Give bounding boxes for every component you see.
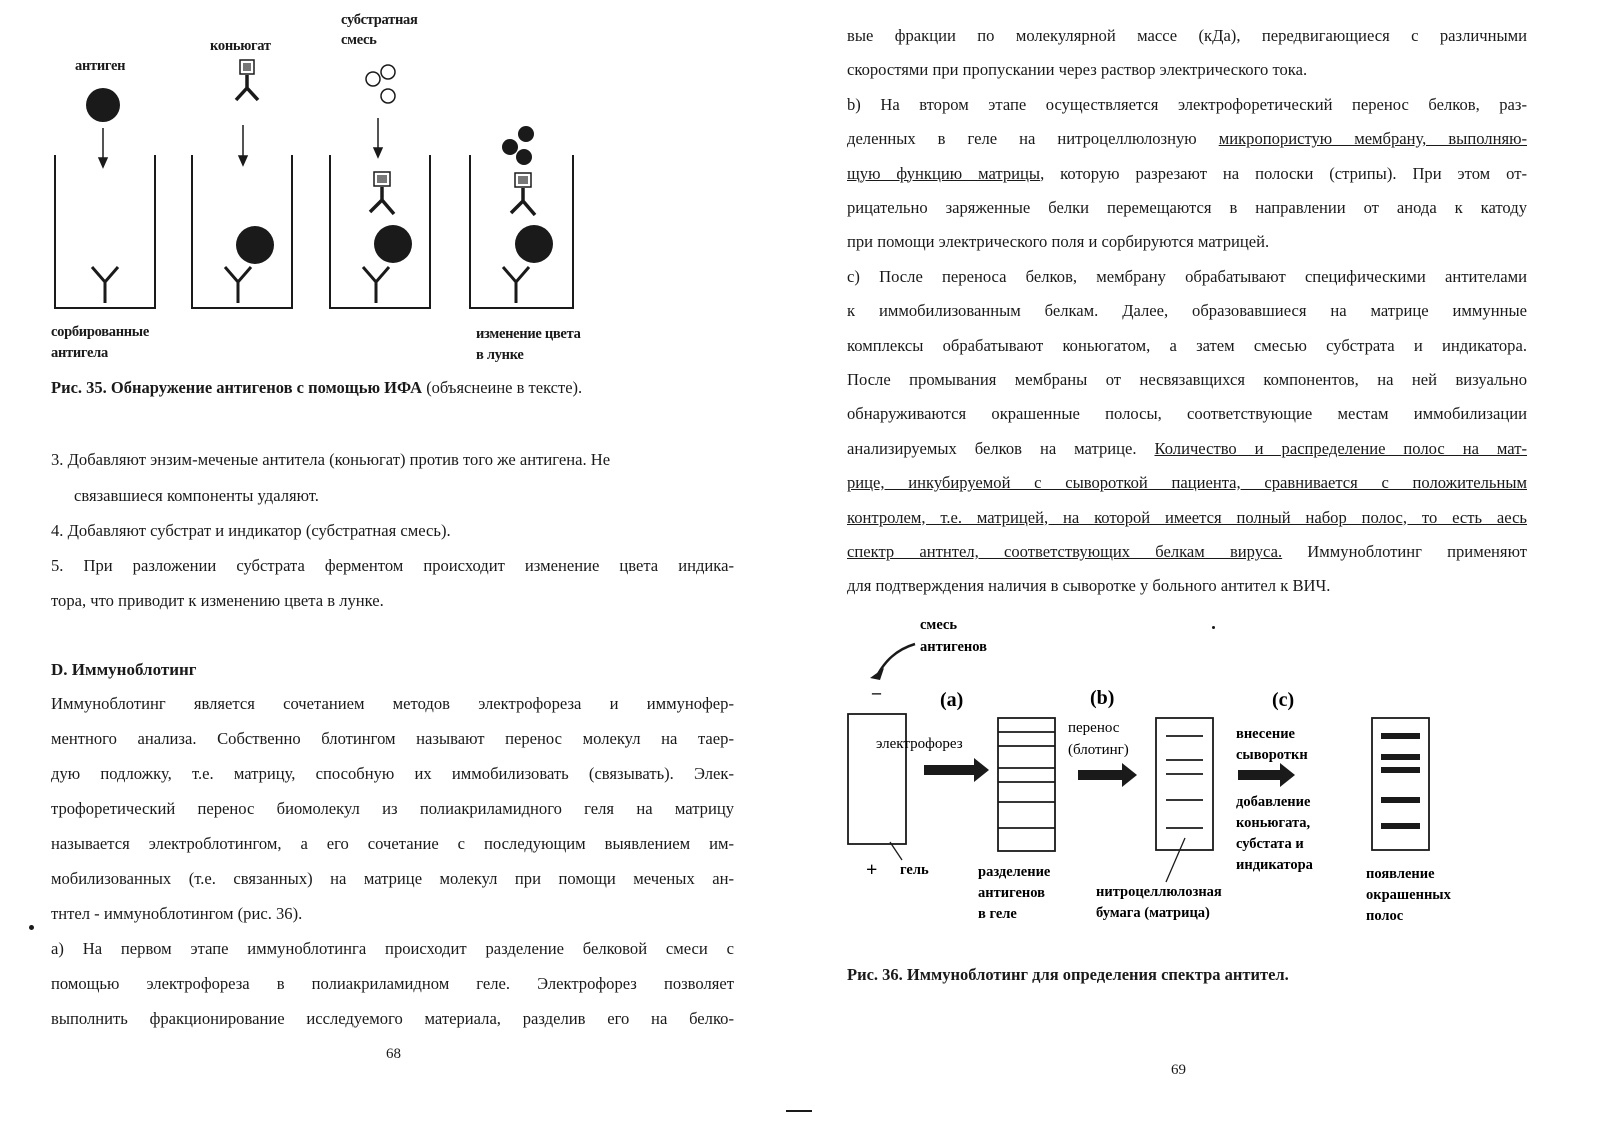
figure-36-step-c: (c) [1272, 689, 1295, 711]
figure-36-caption: Рис. 36. Иммуноблотинг для определения спектра антител. [847, 965, 1289, 984]
step-5-line-1: 5. При разложении субстрата ферментом происходит изменение цвета индика- [51, 556, 734, 575]
line-text: , которую разрезают на полоски (стрипы). При этом от- [1040, 163, 1527, 183]
scan-line [786, 1110, 812, 1112]
conjugate-antibody-icon [370, 187, 394, 214]
bound-antigen-icon [374, 225, 412, 263]
curved-arrow-icon [878, 644, 915, 674]
figure-36-plus: + [866, 859, 878, 881]
bound-antigen-icon [515, 225, 553, 263]
line-text: при помощи электрического поля и сорбируются матрицей. [847, 232, 1270, 252]
figure-36-step-a: (a) [940, 689, 964, 711]
right-body-line [847, 534, 1527, 569]
sorbed-antibody-icon [92, 267, 529, 303]
figure-36-transfer-2: (блотинг) [1068, 742, 1129, 758]
label-conjugate: коньюгат [210, 38, 271, 54]
figure-35-caption [51, 378, 582, 398]
figure-36-add-4: индикатора [1236, 857, 1313, 873]
body-line: ментного анализа. Собственно блотингом называют перенос молекул на таер- [51, 729, 734, 748]
underlined-text: спектр антнтел, соответствующих белкам вируса. [847, 542, 1283, 561]
arrow-down-icon [239, 125, 247, 165]
figure-36-minus: – [872, 682, 881, 702]
right-body-line [847, 465, 1527, 500]
step-5-line-2: тора, что приводит к изменению цвета в лунке. [51, 591, 384, 610]
underlined-text: контролем, т.е. матрицей, на которой имеется полный набор полос, то есть аесь [847, 507, 1527, 527]
arrow-down-icon [99, 128, 107, 167]
line-text: обнаруживаются окрашенные полосы, соответствующие местам иммобилизации [847, 404, 1527, 424]
right-body-line [847, 52, 1527, 87]
body-line: называется электроблотингом, а его сочетание с последующим выявлением им- [51, 834, 734, 853]
underlined-text: щую функцию матрицы [847, 163, 1041, 183]
line-text: к иммобилизованным белкам. Далее, образовавшиеся на матрице иммунные [847, 301, 1527, 321]
underlined-text: микропористую мембрану, выполняю- [1218, 129, 1527, 149]
underlined-text: рице, инкубируемой с сывороткой пациента, сравнивается с положительным [847, 473, 1527, 493]
step-3-line-1: 3. Добавляют энзим-меченые антитела (коньюгат) против того же антигена. Не [51, 450, 611, 469]
arrow-right-icon [1238, 763, 1295, 787]
label-substrate-1: субстратная [341, 12, 418, 28]
step-4: 4. Добавляют субстрат и индикатор (субстратная смесь). [51, 521, 451, 540]
body-line: мобилизованных (т.е. связанных) на матрице молекул при помощи меченых ан- [51, 869, 734, 888]
figure-36-serum-2: сывороткн [1236, 747, 1308, 763]
line-text: вые фракции по молекулярной массе (кДа), передвигающиеся с различными [847, 26, 1527, 45]
figure-36-gel: гель [900, 862, 929, 878]
right-body-line [847, 431, 1527, 466]
figure-36 [840, 610, 1560, 950]
figure-36-add-3: субстата и [1236, 836, 1304, 852]
line-text: анализируемых белков на матрице. [847, 438, 1155, 458]
body-line: выполнить фракционирование исследуемого материала, разделив его на белко- [51, 1009, 734, 1028]
line-text: b) На втором этапе осуществляется электрофоретический перенос белков, раз- [847, 94, 1527, 114]
figure-36-step-b: (b) [1090, 687, 1115, 709]
label-sorbed-1: сорбированные [51, 324, 149, 340]
arrow-right-icon [924, 758, 989, 782]
right-body-line [847, 87, 1527, 122]
label-substrate-2: смесь [341, 32, 377, 48]
result-strip-icon [1372, 718, 1429, 850]
line-text: После промывания мембраны от несвязавщихся компонентов, на ней визуально [847, 370, 1527, 389]
figure-35 [40, 0, 620, 330]
figure-36-transfer-1: перенос [1068, 720, 1120, 736]
figure-36-mix-label-1: смесь [920, 617, 958, 633]
right-body-line [847, 224, 1527, 259]
body-line: Иммуноблотинг является сочетанием методов электрофореза и иммунофер- [51, 694, 734, 713]
line-text: деленных в геле на нитроцеллюлозную [847, 129, 1219, 149]
arrow-right-icon [1078, 763, 1137, 787]
right-body-line [847, 568, 1527, 603]
body-line: дую подложку, т.е. матрицу, способную их иммобилизовать (связывать). Элек- [51, 764, 734, 783]
scan-dot [29, 925, 34, 930]
gel-icon [848, 714, 906, 844]
label-antigen: антиген [75, 58, 126, 74]
right-body-line [847, 18, 1527, 53]
step-3-line-2: связавшиеся компоненты удаляют. [74, 486, 319, 505]
scan-dot [1212, 626, 1215, 629]
line-text: скоростями при пропускании через раствор электрического тока. [847, 60, 1308, 80]
conjugate-antibody-icon [511, 188, 535, 215]
right-body-line [847, 259, 1527, 294]
right-body-line [847, 121, 1527, 156]
page-number-right: 69 [1171, 1062, 1186, 1078]
section-heading: D. Иммуноблотинг [51, 660, 197, 679]
right-body-line [847, 500, 1527, 535]
right-body-line [847, 396, 1527, 431]
figure-36-separation-3: в геле [978, 906, 1017, 922]
figure-36-electrophoresis: электрофорез [876, 736, 963, 752]
line-text: Иммуноблотинг применяют [1282, 542, 1527, 561]
body-line: помощью электрофореза в полиакриламидном геле. Электрофорез позволяет [51, 974, 734, 993]
antigen-icon [86, 88, 120, 122]
label-color-change-1: изменение цвета [476, 326, 581, 342]
figure-36-nitro-2: бумага (матрица) [1096, 905, 1210, 921]
line-text: c) После переноса белков, мембрану обрабатывают специфическими антителами [847, 266, 1527, 286]
page-number-left: 68 [386, 1046, 401, 1062]
figure-36-mix-label-2: антигенов [920, 639, 987, 655]
figure-36-appear-2: окрашенных [1366, 887, 1451, 903]
line-text: для подтверждения наличия в сыворотке у больного антител к ВИЧ. [847, 576, 1331, 596]
label-color-change-2: в лунке [476, 347, 524, 363]
separated-gel-icon [998, 718, 1055, 851]
body-line: трофоретический перенос биомолекул из полиакриламидного геля на матрицу [51, 799, 734, 818]
body-line: тнтел - иммуноблотингом (рис. 36). [51, 904, 303, 923]
figure-36-add-1: добавление [1236, 794, 1311, 810]
figure-36-nitro-1: нитроцеллюлозная [1096, 884, 1222, 900]
underlined-text: Количество и распределение полос на мат- [1154, 438, 1527, 458]
figure-36-separation-1: разделение [978, 864, 1051, 880]
figure-36-appear-1: появление [1366, 866, 1435, 882]
figure-36-separation-2: антигенов [978, 885, 1045, 901]
figure-36-serum-1: внесение [1236, 726, 1295, 742]
figure-35-caption-title: Рис. 35. Обнаружение антигенов с помощью ИФА [51, 378, 423, 397]
body-line: а) На первом этапе иммуноблотинга происходит разделение белковой смеси с [51, 939, 734, 958]
label-sorbed-2: антигела [51, 345, 108, 361]
bound-antigen-icon [236, 226, 274, 264]
right-body-line [847, 156, 1527, 191]
substrate-icon [366, 65, 395, 103]
line-text: рицательно заряженные белки перемещаются в направлении от анода к катоду [847, 198, 1527, 217]
right-body-line [847, 190, 1527, 225]
figure-36-appear-3: полос [1366, 908, 1404, 924]
right-body-line [847, 328, 1527, 363]
conjugate-antibody-icon [236, 75, 258, 100]
right-body-line [847, 293, 1527, 328]
colored-product-icon [502, 126, 534, 165]
line-text: комплексы обрабатывают коньюгатом, а затем смесью субстрата и индикатора. [847, 335, 1527, 355]
figure-35-caption-note: (объяснеине в тексте). [422, 378, 583, 397]
figure-36-add-2: коньюгата, [1236, 815, 1311, 831]
nitrocellulose-strip-icon [1156, 718, 1213, 850]
arrow-down-icon [374, 118, 382, 157]
right-body-line [847, 362, 1527, 397]
